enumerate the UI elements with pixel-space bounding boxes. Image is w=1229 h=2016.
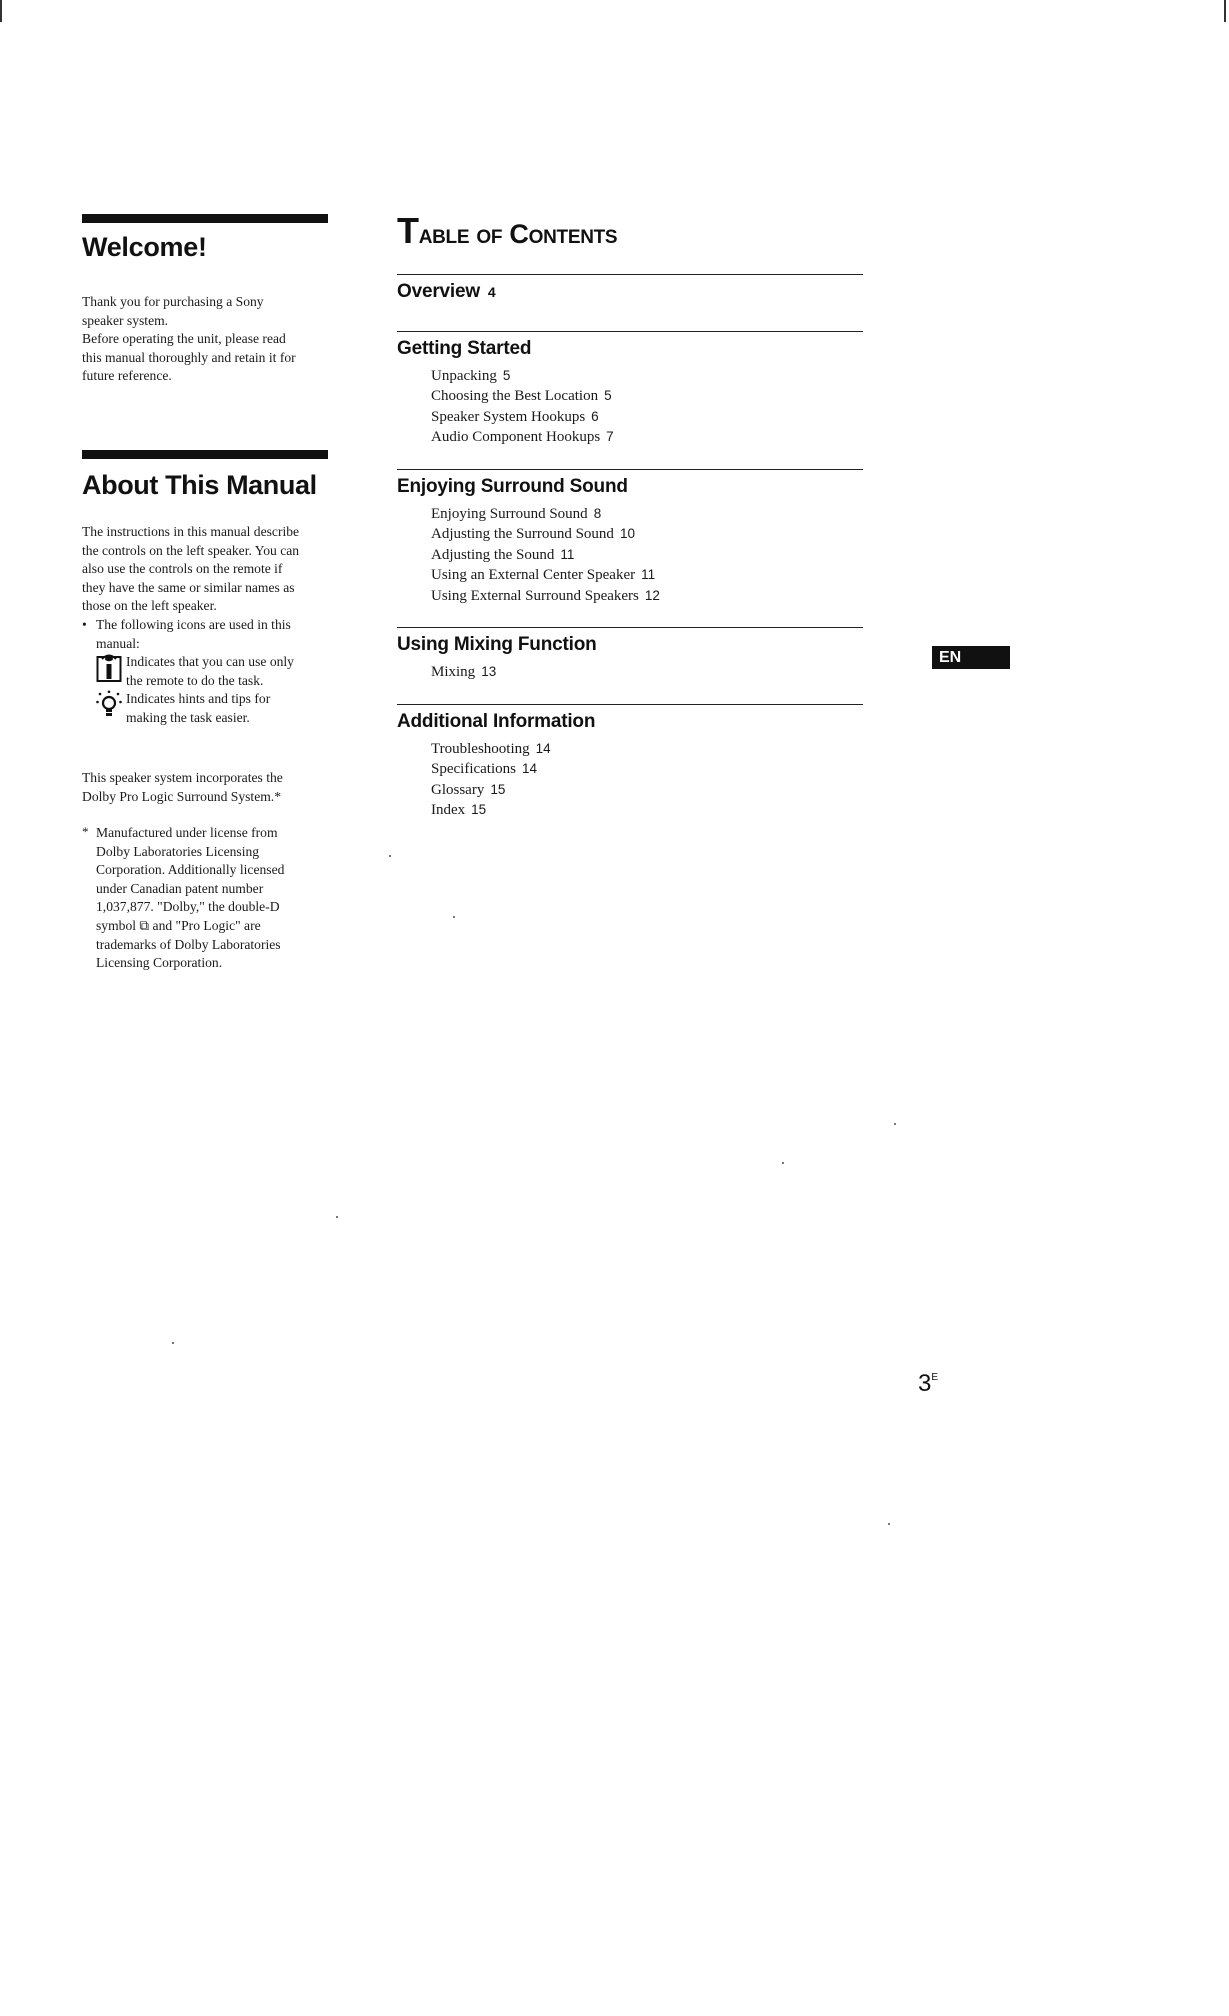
heading-bar: [82, 214, 328, 223]
toc-section-title[interactable]: Using Mixing Function: [397, 634, 597, 655]
toc-section-title[interactable]: Overview: [397, 281, 480, 302]
welcome-section: [82, 214, 328, 386]
scan-edge-mark: [0, 0, 2, 22]
about-section: [82, 450, 328, 728]
toc-section-title[interactable]: Getting Started: [397, 338, 532, 359]
section-rule: [397, 704, 863, 705]
toc-entry[interactable]: Using External Surround Speakers 12: [431, 587, 660, 604]
language-tab: EN: [932, 646, 1010, 669]
icon-legend-tips: Indicates hints and tips for making the task easier.: [96, 690, 328, 728]
about-heading: About This Manual: [82, 470, 317, 500]
icons-bullet: • The following icons are used in this manual:: [82, 616, 291, 651]
section-rule: [397, 331, 863, 332]
section-rule: [397, 274, 863, 275]
footnote-mark: *: [82, 824, 89, 839]
toc-section-additional: [397, 704, 863, 821]
remote-icon: [96, 653, 126, 689]
scan-edge-mark: [1224, 0, 1226, 22]
page-number: $3^E$: [918, 1370, 939, 1397]
scan-speck: [389, 855, 391, 857]
bullet-dot: •: [82, 616, 87, 632]
toc-entry[interactable]: Speaker System Hookups 6: [431, 408, 599, 425]
heading-bar: [82, 450, 328, 459]
toc-section-mixing: [397, 627, 863, 682]
about-text: The instructions in this manual describe the controls on the left speaker. You can also use the controls on the remote if they have the same or similar names as those on the left speaker.: [82, 524, 300, 614]
scan-speck: [782, 1162, 784, 1164]
toc-entry[interactable]: Adjusting the Sound 11: [431, 546, 575, 563]
toc-section-overview: [397, 274, 863, 309]
scan-speck: [894, 1123, 896, 1125]
toc-entry[interactable]: Troubleshooting 14: [431, 741, 551, 757]
toc-entry[interactable]: Choosing the Best Location 5: [431, 388, 612, 405]
dolby-footnote: * Manufactured under license from Dolby Laboratories Licensing Corporation. Additionally licensed under Canadian patent number 1,037,877. "Dolby," the double-D symbol ⧉ and "Pro Logic" are trademarks of Dolby Laboratories Licensing Corporation.: [82, 824, 285, 971]
section-rule: [397, 469, 863, 470]
scan-speck: [888, 1523, 890, 1525]
dolby-notice: This speaker system incorporates the Dolby Pro Logic Surround System.*: [82, 770, 283, 804]
toc-entry[interactable]: Specifications 14: [431, 761, 538, 778]
toc-entry[interactable]: Adjusting the Surround Sound 10: [431, 526, 635, 543]
toc-entry[interactable]: Index 15: [431, 802, 487, 819]
toc-section-surround: [397, 469, 863, 606]
toc-entry[interactable]: Enjoying Surround Sound 8: [431, 506, 602, 522]
toc-section-title[interactable]: Enjoying Surround Sound: [397, 476, 628, 497]
toc-section-title[interactable]: Additional Information: [397, 711, 596, 732]
scan-speck: [336, 1216, 338, 1218]
toc-entry[interactable]: Mixing 13: [431, 664, 497, 680]
toc-title: Table of Contents: [397, 210, 618, 251]
scan-speck: [172, 1342, 174, 1344]
section-rule: [397, 627, 863, 628]
toc-page-number: 4: [487, 284, 496, 300]
toc-section-getting-started: [397, 331, 863, 448]
toc-entry[interactable]: Unpacking 5: [431, 368, 511, 384]
toc-entry[interactable]: Audio Component Hookups 7: [431, 429, 614, 446]
toc-entry[interactable]: Using an External Center Speaker 11: [431, 567, 656, 584]
welcome-text: Thank you for purchasing a Sony speaker system. Before operating the unit, please read this manual thoroughly and retain it for future reference.: [82, 294, 296, 384]
icon-legend-remote: Indicates that you can use only the remote to do the task.: [96, 653, 328, 690]
lightbulb-icon: [96, 690, 126, 728]
toc-entry[interactable]: Glossary 15: [431, 781, 506, 798]
table-of-contents: [397, 210, 863, 819]
welcome-heading: Welcome!: [82, 232, 207, 262]
scan-speck: [453, 916, 455, 918]
